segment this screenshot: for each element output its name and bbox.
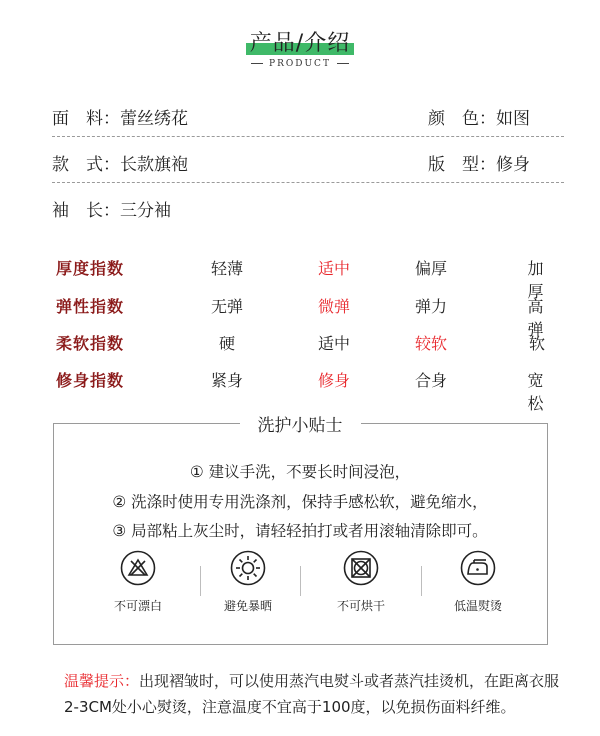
- spec-color: 颜 色：如图: [428, 109, 530, 129]
- no-tumble-dry-icon: [343, 550, 379, 586]
- divider: [337, 63, 349, 64]
- index-option: 偏厚: [414, 259, 448, 278]
- care-icon-item: 不可漂白: [88, 550, 188, 614]
- care-line: ① 建议手洗，不要长时间浸泡，: [189, 463, 411, 481]
- tip-body: 出现褶皱时，可以使用蒸汽电熨斗或者蒸汽挂烫机，在距离衣服2-3CM处小心熨烫，注意温度不宜高于100度，以免损伤面料纤维。: [64, 672, 560, 716]
- index-label: 弹性指数: [56, 297, 125, 316]
- index-label: 柔软指数: [56, 334, 125, 353]
- spec-row: [52, 90, 564, 137]
- index-option: 加厚: [527, 259, 544, 301]
- spec-style: 款 式：长款旗袍: [52, 155, 188, 175]
- index-option: 硬: [218, 334, 236, 353]
- index-option: 弹力: [414, 297, 448, 316]
- spec-fabric: 面 料：蕾丝绣花: [52, 109, 188, 129]
- index-option: 高弹: [527, 297, 544, 339]
- care-title: 洗护小贴士: [0, 411, 600, 436]
- no-bleach-icon: [120, 550, 156, 586]
- index-option: 宽松: [527, 371, 544, 413]
- care-icon-item: 低温熨烫: [428, 550, 528, 614]
- spec-fit: 版 型：修身: [428, 155, 530, 175]
- care-line: ③ 局部粘上灰尘时，请轻轻拍打或者用滚轴清除即可。: [112, 522, 488, 540]
- tip-label: 温馨提示：: [64, 672, 140, 690]
- index-softness: [56, 331, 556, 355]
- care-line: ② 洗涤时使用专用洗涤剂，保持手感松软，避免缩水，: [112, 493, 488, 511]
- index-option: 适中: [317, 334, 351, 353]
- divider: [421, 566, 422, 596]
- low-iron-icon: [460, 550, 496, 586]
- tip-text: [64, 668, 564, 720]
- index-option: 无弹: [210, 297, 244, 316]
- no-sun-icon: [230, 550, 266, 586]
- index-option: 合身: [414, 371, 448, 390]
- divider: [300, 566, 301, 596]
- index-option: 紧身: [210, 371, 244, 390]
- index-option-selected: 修身: [317, 371, 351, 390]
- index-option-selected: 适中: [317, 259, 351, 278]
- index-fit: [56, 368, 556, 413]
- index-label: 厚度指数: [56, 259, 125, 278]
- care-icon-item: 不可烘干: [311, 550, 411, 614]
- page-title: 产品/介绍: [246, 26, 354, 57]
- index-label: 修身指数: [56, 371, 125, 390]
- index-option-selected: 微弹: [317, 297, 351, 316]
- index-option-selected: 较软: [414, 334, 448, 353]
- spec-row: [52, 136, 564, 183]
- index-thickness: [56, 256, 556, 301]
- spec-row: [52, 182, 564, 228]
- care-icons: [53, 550, 548, 630]
- index-option: 软: [528, 334, 546, 353]
- spec-sleeve: 袖 长：三分袖: [52, 201, 171, 221]
- index-elasticity: [56, 294, 556, 339]
- header: [0, 26, 600, 57]
- divider: [251, 63, 263, 64]
- care-icon-item: 避免暴晒: [198, 550, 298, 614]
- page-subtitle: PRODUCT: [0, 59, 600, 69]
- index-option: 轻薄: [210, 259, 244, 278]
